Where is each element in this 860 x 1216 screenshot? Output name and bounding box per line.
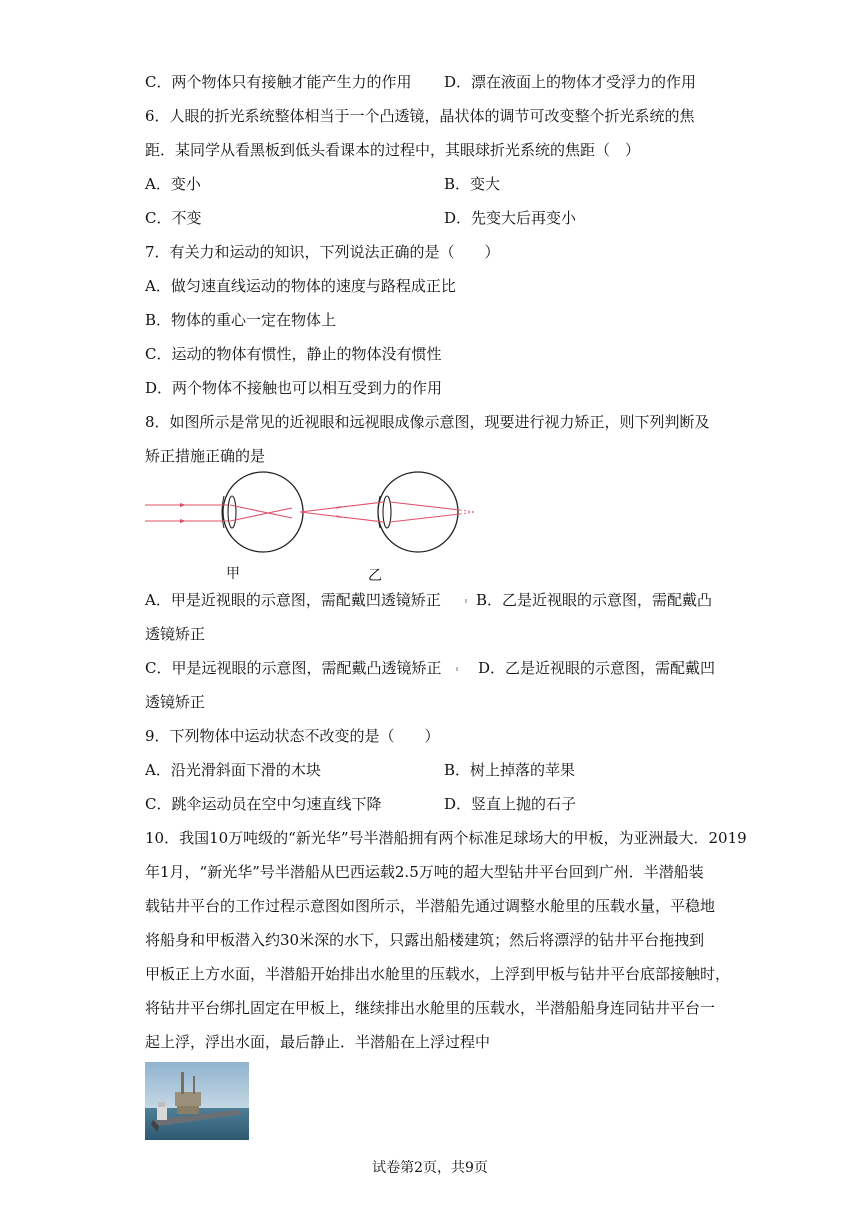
q7-option-d: D．两个物体不接触也可以相互受到力的作用 — [145, 379, 443, 397]
q6-option-d: D．先变大后再变小 — [444, 209, 577, 227]
q8-option-a: A．甲是近视眼的示意图，需配戴凹透镜矫正 — [145, 591, 441, 609]
q10-line3: 载钻井平台的工作过程示意图如图所示，半潜船先通过调整水舱里的压载水量，平稳地 — [145, 897, 716, 915]
q5-option-c: C．两个物体只有接触才能产生力的作用 — [145, 73, 412, 91]
q8-option-d-line1: D．乙是近视眼的示意图，需配戴凹 — [478, 659, 716, 677]
q6-stem-line1: 6．人眼的折光系统整体相当于一个凸透镜，晶状体的调节可改变整个折光系统的焦 — [145, 107, 695, 125]
q9-option-a: A．沿光滑斜面下滑的木块 — [145, 761, 321, 779]
q9-option-c: C．跳伞运动员在空中匀速直线下降 — [145, 795, 382, 813]
q8-option-b-line1: B．乙是近视眼的示意图，需配戴凸 — [476, 591, 713, 609]
q6-option-b: B．变大 — [444, 175, 501, 193]
q9-option-b: B．树上掉落的苹果 — [444, 761, 576, 779]
q6-option-c: C．不变 — [145, 209, 202, 227]
q7-stem: 7．有关力和运动的知识，下列说法正确的是（ ） — [145, 243, 500, 261]
q7-option-b: B．物体的重心一定在物体上 — [145, 311, 337, 329]
q10-line2: 年1月，“新光华”号半潜船从巴西运载2.5万吨的超大型钻井平台回到广州．半潜船装 — [145, 863, 704, 881]
q6-stem-line2: 距．某同学从看黑板到低头看课本的过程中，其眼球折光系统的焦距（ ） — [145, 141, 641, 159]
page-footer: 试卷第2页，共9页 — [372, 1160, 488, 1176]
q8-stem-line1: 8．如图所示是常见的近视眼和远视眼成像示意图，现要进行视力矫正，则下列判断及 — [145, 413, 710, 431]
q10-line5: 甲板正上方水面，半潜船开始排出水舱里的压载水，上浮到甲板与钻井平台底部接触时， — [145, 965, 731, 983]
q10-line6: 将钻井平台绑扎固定在甲板上，继续排出水舱里的压载水，半潜船船身连同钻井平台一 — [145, 999, 716, 1017]
semi-submersible-ship-image — [145, 1062, 249, 1140]
separator-mark — [456, 667, 458, 671]
q8-option-c: C．甲是远视眼的示意图，需配戴凸透镜矫正 — [145, 659, 442, 677]
eye-label-right: 乙 — [368, 567, 382, 583]
eye-diagram-left — [145, 472, 303, 552]
eye-diagram-right — [300, 472, 475, 552]
q7-option-a: A．做匀速直线运动的物体的速度与路程成正比 — [145, 277, 456, 295]
q9-option-d: D．竖直上抛的石子 — [444, 795, 577, 813]
q9-stem: 9．下列物体中运动状态不改变的是（ ） — [145, 727, 440, 745]
eye-diagram-figure — [140, 470, 480, 590]
separator-mark — [465, 599, 467, 603]
q8-option-d-line2: 透镜矫正 — [145, 693, 206, 711]
q10-line7: 起上浮，浮出水面，最后静止．半潜船在上浮过程中 — [145, 1033, 491, 1051]
q5-option-d: D．漂在液面上的物体才受浮力的作用 — [444, 73, 697, 91]
q8-stem-line2: 矫正措施正确的是 — [145, 447, 266, 465]
q10-line4: 将船身和甲板潜入约30米深的水下，只露出船楼建筑；然后将漂浮的钻井平台拖拽到 — [145, 931, 705, 949]
q10-line1: 10．我国10万吨级的“新光华”号半潜船拥有两个标准足球场大的甲板，为亚洲最大．2019 — [145, 829, 747, 847]
eye-label-left: 甲 — [226, 565, 240, 581]
q7-option-c: C．运动的物体有惯性，静止的物体没有惯性 — [145, 345, 442, 363]
q8-option-b-line2: 透镜矫正 — [145, 625, 206, 643]
q6-option-a: A．变小 — [145, 175, 201, 193]
